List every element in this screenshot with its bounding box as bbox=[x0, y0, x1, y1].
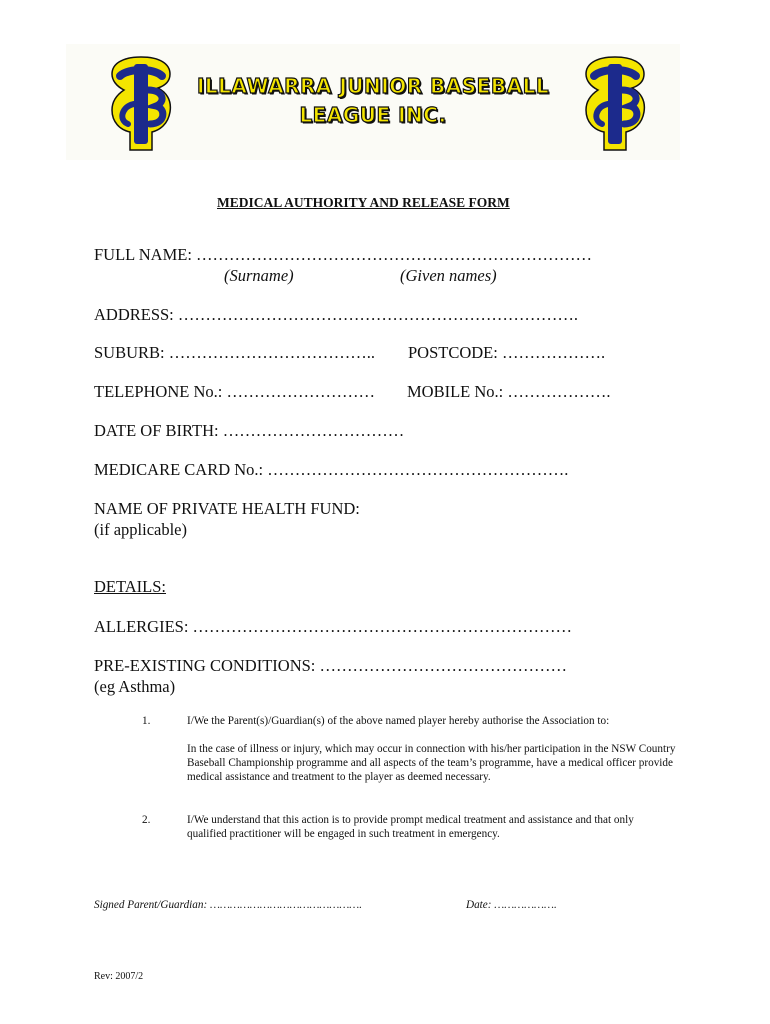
signature-field[interactable]: Signed Parent/Guardian: ………………………………………. bbox=[94, 899, 363, 911]
private-health-fund-field[interactable]: NAME OF PRIVATE HEALTH FUND: bbox=[94, 499, 360, 518]
address-field[interactable]: ADDRESS: ………………………………………………………………. bbox=[94, 305, 579, 324]
clause-number: 1. bbox=[142, 715, 151, 727]
telephone-field[interactable]: TELEPHONE No.: ……………………… bbox=[94, 382, 375, 401]
allergies-field[interactable]: ALLERGIES: …………………………………………………………… bbox=[94, 617, 573, 636]
health-fund-note: (if applicable) bbox=[94, 520, 187, 539]
league-name-line1: ILLAWARRA JUNIOR BASEBALL bbox=[196, 74, 550, 98]
clause-number: 2. bbox=[142, 814, 151, 826]
medicare-card-field[interactable]: MEDICARE CARD No.: ………………………………………………. bbox=[94, 460, 569, 479]
form-title: MEDICAL AUTHORITY AND RELEASE FORM bbox=[217, 195, 510, 210]
clause-text: I/We understand that this action is to provide prompt medical treatment and assistance and that only qualified practitioner will be engaged in such treatment in emergency. bbox=[187, 814, 634, 841]
surname-hint: (Surname) bbox=[224, 266, 294, 285]
postcode-field[interactable]: POSTCODE: ………………. bbox=[408, 343, 606, 362]
pre-existing-note: (eg Asthma) bbox=[94, 677, 176, 696]
league-logo-left bbox=[108, 54, 174, 154]
suburb-field[interactable]: SUBURB: ……………………………….. bbox=[94, 343, 375, 362]
date-field[interactable]: Date: ………………. bbox=[466, 899, 557, 911]
given-names-hint: (Given names) bbox=[400, 266, 497, 285]
full-name-field[interactable]: FULL NAME: ……………………………………………………………… bbox=[94, 245, 593, 264]
clause-text: I/We the Parent(s)/Guardian(s) of the above named player hereby authorise the Association to: bbox=[187, 715, 610, 727]
date-of-birth-field[interactable]: DATE OF BIRTH: …………………………… bbox=[94, 421, 405, 440]
revision-label: Rev: 2007/2 bbox=[94, 971, 144, 982]
pre-existing-conditions-field[interactable]: PRE-EXISTING CONDITIONS: ……………………………………… bbox=[94, 656, 567, 675]
mobile-field[interactable]: MOBILE No.: ………………. bbox=[407, 382, 611, 401]
ijbl-monogram-icon bbox=[108, 54, 174, 154]
league-name-line2: LEAGUE INC. bbox=[299, 103, 447, 127]
ijbl-monogram-icon bbox=[582, 54, 648, 154]
league-logo-right bbox=[582, 54, 648, 154]
details-heading: DETAILS: bbox=[94, 577, 167, 596]
clause-subtext: In the case of illness or injury, which may occur in connection with his/her participation in the NSW Country Baseball Championship programme and all aspects of the team’s programme, have a medical officer provide medical assistance and treatment to the player as deemed necessary. bbox=[187, 743, 676, 784]
